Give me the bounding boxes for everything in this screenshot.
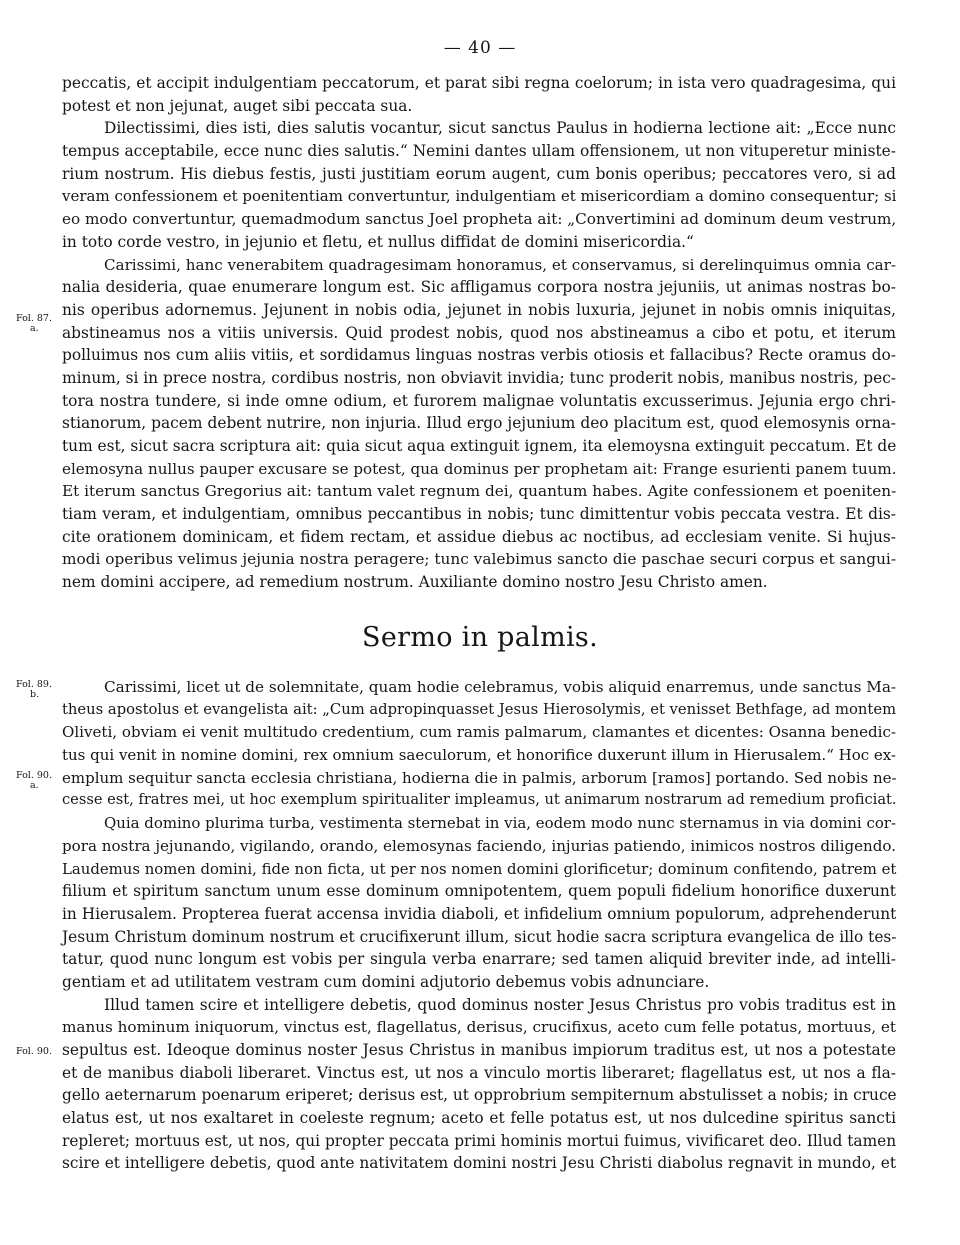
text-line xyxy=(62,254,896,277)
text-line-content: Laudemus nomen domini, fide non ficta, ut per nos nomen domini glorificetur; dominum confitendo, patrem et xyxy=(62,859,897,878)
text-line xyxy=(62,858,896,881)
text-line-content: Oliveti, obviam ei venit multitudo credentium, cum ramis palmarum, clamantes et dicentes: Osanna benedic- xyxy=(62,723,896,742)
text-line xyxy=(62,117,896,140)
text-line-content: manus hominum iniquorum, vinctus est, flagellatus, derisus, crucifixus, aceto cum felle potatus, mortuus, et xyxy=(62,1018,896,1037)
text-line xyxy=(62,767,896,790)
text-line-content: tora nostra tundere, si inde omne odium, et furorem malignae voluntatis excusserimus. Jejunia ergo chri- xyxy=(62,391,896,410)
text-line xyxy=(62,435,896,458)
text-line-content: scire et intelligere debetis, quod ante nativitatem domini nostri Jesu Christi diabolus regnavit in mundo, et xyxy=(62,1154,896,1173)
text-line xyxy=(62,1152,896,1175)
text-line-content: theus apostolus et evangelista ait: „Cum adpropinquasset Jesus Hierosolymis, et venisset Bethfage, ad montem xyxy=(62,700,897,718)
text-line-content: nem domini accipere, ad remedium nostrum. Auxiliante domino nostro Jesu Christo amen. xyxy=(62,573,768,592)
text-line xyxy=(62,344,896,367)
text-line-content: Carissimi, licet ut de solemnitate, quam hodie celebramus, vobis aliquid enarremus, unde sanctus Ma- xyxy=(104,678,897,696)
text-line-content: tatur, quod nunc longum est vobis per singula verba enarrare; sed tamen aliquid breviter inde, ad intelli- xyxy=(62,950,896,969)
margin-note-fol-90: Fol. 90. xyxy=(16,1046,52,1057)
text-line-content: emplum sequitur sancta ecclesia christiana, hodierna die in palmis, arborum [ramos] portando. Sed nobis ne- xyxy=(62,768,897,787)
text-line-content: polluimus nos cum aliis vitiis, et sordidamus linguas nostras verbis otiosis et fallacibus? Recte oramus do- xyxy=(62,346,896,365)
text-line-content: Et iterum sanctus Gregorius ait: tantum valet regnum dei, quantum habes. Agite confessionem et poeniten- xyxy=(62,482,897,501)
text-line xyxy=(62,571,896,594)
text-line xyxy=(62,1039,896,1062)
text-line-content: Illud tamen scire et intelligere debetis, quod dominus noster Jesus Christus pro vobis traditus est in xyxy=(104,995,896,1014)
text-line xyxy=(62,163,896,186)
text-line-content: Dilectissimi, dies isti, dies salutis vocantur, sicut sanctus Paulus in hodierna lectione ait: „Ecce nunc xyxy=(104,119,896,138)
text-line-content: gentiam et ad utilitatem vestram cum domini adjutorio debemus vobis adnunciare. xyxy=(62,972,710,991)
text-line xyxy=(62,526,896,549)
text-line xyxy=(62,676,896,699)
text-line xyxy=(62,926,896,949)
text-line-content: elatus est, ut nos exaltaret in coeleste regnum; aceto et felle potatus est, ut nos dulcedine spiritus sancti xyxy=(62,1109,896,1128)
text-line xyxy=(62,880,896,903)
text-line-content: minum, si in prece nostra, cordibus nostris, non obviavit invidia; tunc proderit nobis, manibus nostris, pec- xyxy=(62,368,896,387)
text-line-content: et de manibus diaboli liberaret. Vinctus est, ut nos a vinculo mortis liberaret; flagellatus est, ut nos a fla- xyxy=(62,1063,896,1082)
text-line xyxy=(62,744,896,767)
text-line-content: peccatis, et accipit indulgentiam peccatorum, et parat sibi regna coelorum; in ista vero quadragesima, qui xyxy=(62,74,896,92)
page-number: — 40 — xyxy=(443,38,517,58)
text-line-content: in toto corde vestro, in jejunio et fletu, et nullus diffidat de domini misericordia.“ xyxy=(62,232,694,251)
text-line-content: nis operibus adornemus. Jejunent in nobis odia, jejunet in nobis luxuria, jejunet in nobis omnis iniquitas, xyxy=(62,300,896,319)
text-line xyxy=(62,1084,896,1107)
text-line-content: Carissimi, hanc venerabitem quadragesimam honoramus, et conservamus, si derelinquimus omnia car- xyxy=(104,255,896,274)
margin-note-fol-90-a: Fol. 90. a. xyxy=(16,770,52,791)
text-line xyxy=(62,971,896,994)
text-line-content: eo modo convertuntur, quemadmodum sanctus Joel propheta ait: „Convertimini ad dominum deum vestrum, xyxy=(62,210,897,229)
text-line-content: elemosyna nullus pauper excusare se potest, qua dominus per prophetam ait: Frange esurienti panem tuum. xyxy=(62,459,897,478)
text-line-content: Quia domino plurima turba, vestimenta sternebat in via, eodem modo nunc sternamus in via domini cor- xyxy=(104,814,896,833)
text-line-content: tum est, sicut sacra scriptura ait: quia sicut aqua extinguit ignem, ita elemoysna extinguit peccatum. Et de xyxy=(62,437,897,455)
text-line-content: filium et spiritum sanctum unum esse dominum omnipotentem, quem populi fidelium honorifice duxerunt xyxy=(62,882,896,901)
text-line xyxy=(62,231,896,254)
text-line-content: gello aeternarum poenarum eriperet; derisus est, ut opprobrium sempiternum abstulisset a nobis; in cruce xyxy=(62,1086,897,1105)
text-line-content: Jesum Christum dominum nostrum et crucifixerunt illum, sicut hodie sacra scriptura evangelica de illo tes- xyxy=(62,927,897,946)
text-line xyxy=(62,276,896,299)
text-line-content: stianorum, pacem debent nutrire, non injuria. Illud ergo jejunium deo placitum est, quod elemosynis orna- xyxy=(62,414,896,433)
text-line xyxy=(62,948,896,971)
text-line xyxy=(62,1062,896,1085)
text-line xyxy=(62,458,896,481)
text-line xyxy=(62,1107,896,1130)
margin-note-fol-87: Fol. 87. a. xyxy=(16,313,52,334)
text-line-content: nalia desideria, quae enumerare longum est. Sic affligamus corpora nostra jejuniis, ut animas nostras bo- xyxy=(62,278,896,297)
text-line-content: sepultus est. Ideoque dominus noster Jesus Christus in manibus impiorum traditus est, ut nos a potestate xyxy=(62,1041,896,1059)
text-line xyxy=(62,812,896,835)
margin-note-fol-89: Fol. 89. b. xyxy=(16,679,52,700)
text-line xyxy=(62,412,896,435)
text-line-content: cite orationem dominicam, et fidem rectam, et assidue diebus ac noctibus, ad ecclesiam venite. Si hujus- xyxy=(62,527,896,546)
text-line xyxy=(62,95,896,118)
text-line xyxy=(62,721,896,744)
text-line-content: rium nostrum. His diebus festis, justi justitiam eorum augent, cum bonis operibus; peccatores vero, si ad xyxy=(62,164,896,183)
text-line xyxy=(62,185,896,208)
text-line xyxy=(62,72,896,95)
text-line-content: abstineamus nos a vitiis universis. Quid prodest nobis, quod nos abstineamus a cibo et potu, et iterum xyxy=(62,323,896,342)
text-block-palm-sunday xyxy=(62,676,896,1175)
text-line xyxy=(62,503,896,526)
text-line xyxy=(62,322,896,345)
text-line xyxy=(62,789,896,812)
text-line xyxy=(62,548,896,571)
text-line-content: tempus acceptabile, ecce nunc dies salutis.“ Nemini dantes ullam offensionem, ut non vituperetur ministe- xyxy=(62,142,896,161)
text-line xyxy=(62,1130,896,1153)
section-heading: Sermo in palmis. xyxy=(362,622,598,653)
text-line-content: cesse est, fratres mei, ut hoc exemplum spiritualiter impleamus, ut animarum nostrarum ad remedium proficiat. xyxy=(62,791,897,809)
text-block-lent xyxy=(62,72,896,594)
text-line-content: repleret; mortuus est, ut nos, qui propter peccata primi hominis mortui fuimus, vivificaret deo. Illud tamen xyxy=(62,1131,897,1150)
text-line xyxy=(62,140,896,163)
text-line xyxy=(62,299,896,322)
text-line-content: modi operibus velimus jejunia nostra peragere; tunc valebimus sancto die paschae securi corpus et sangui- xyxy=(62,550,896,569)
text-line xyxy=(62,367,896,390)
text-line-content: in Hierusalem. Propterea fuerat accensa invidia diaboli, et infidelium omnium populorum, adprehenderunt xyxy=(62,904,897,923)
text-line xyxy=(62,699,896,722)
text-line-content: tus qui venit in nomine domini, rex omnium saeculorum, et honorifice duxerunt illum in Hierusalem.“ Hoc ex- xyxy=(62,746,896,765)
text-line xyxy=(62,903,896,926)
text-line xyxy=(62,835,896,858)
text-line-content: pora nostra jejunando, vigilando, orando, elemosynas faciendo, injurias patiendo, inimicos nostros diligendo. xyxy=(62,836,896,855)
text-line-content: veram confessionem et poenitentiam convertuntur, indulgentiam et misericordiam a domino consequentur; si xyxy=(62,187,897,206)
text-line-content: potest et non jejunat, auget sibi peccata sua. xyxy=(62,96,413,115)
text-line xyxy=(62,1016,896,1039)
text-line xyxy=(62,208,896,231)
text-line-content: tiam veram, et indulgentiam, omnibus peccantibus in nobis; tunc dimittentur vobis peccata vestra. Et dis- xyxy=(62,505,896,524)
text-line xyxy=(62,994,896,1017)
text-line xyxy=(62,480,896,503)
text-line xyxy=(62,390,896,413)
